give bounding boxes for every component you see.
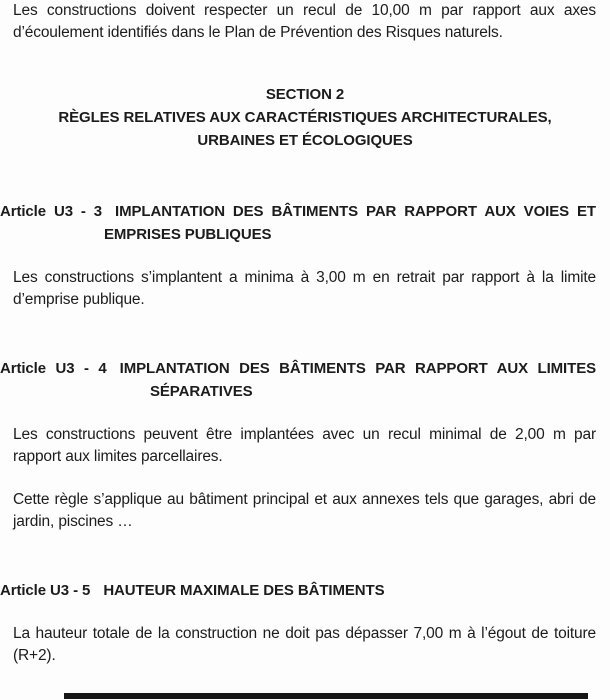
article-paragraph: Cette règle s’applique au bâtiment principal et aux annexes tels que garages, abri de jardin, piscines …: [13, 491, 596, 530]
article-label: Article U3 - 3: [0, 203, 103, 220]
article-heading: [0, 579, 596, 602]
article-section-u3-4: [0, 357, 610, 533]
section-heading: [0, 83, 610, 152]
article-label: Article U3 - 5: [0, 582, 91, 599]
intro-paragraph: Les constructions doivent respecter un recul de 10,00 m par rapport aux axes d’écoulement identifiés dans le Plan de Prévention des Risques naturels.: [13, 2, 596, 41]
article-paragraph: Les constructions s’implantent a minima à 3,00 m en retrait par rapport à la limite d’emprise publique.: [13, 269, 596, 308]
article-paragraph: La hauteur totale de la construction ne doit pas dépasser 7,00 m à l’égout de toiture (R+2).: [13, 625, 596, 664]
section-label: SECTION 2: [265, 86, 345, 103]
article-heading: [0, 200, 596, 246]
article-title: IMPLANTATION DES BÂTIMENTS PAR RAPPORT AUX LIMITES SÉPARATIVES: [119, 360, 596, 400]
section-title: RÈGLES RELATIVES AUX CARACTÉRISTIQUES ARCHITECTURALES, URBAINES ET ÉCOLOGIQUES: [58, 109, 552, 149]
article-section-u3-3: [0, 200, 610, 311]
article-section-u3-5: [0, 579, 610, 667]
article-paragraph: Les constructions peuvent être implantées avec un recul minimal de 2,00 m par rapport aux limites parcellaires.: [13, 426, 596, 465]
article-title: HAUTEUR MAXIMALE DES BÂTIMENTS: [103, 582, 385, 599]
article-title: IMPLANTATION DES BÂTIMENTS PAR RAPPORT AUX VOIES ET EMPRISES PUBLIQUES: [104, 203, 596, 243]
cutoff-black-band: [64, 693, 588, 699]
article-heading: [0, 357, 596, 403]
article-label: Article U3 - 4: [0, 360, 107, 377]
